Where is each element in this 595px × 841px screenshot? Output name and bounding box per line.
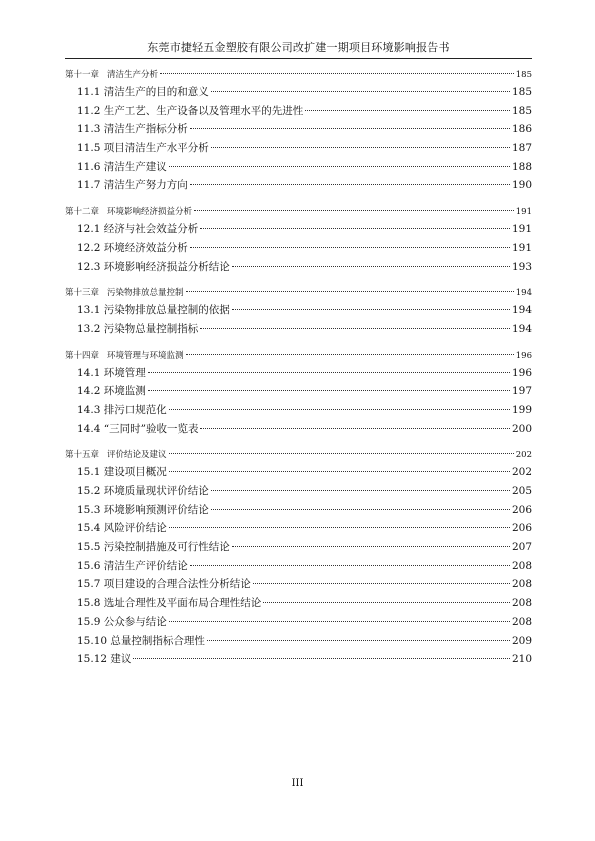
chapter-page: 202 bbox=[515, 450, 532, 461]
section-page: 194 bbox=[511, 322, 532, 335]
chapter-gap bbox=[65, 276, 532, 286]
section-title: 14.2 环境监测 bbox=[77, 385, 146, 398]
dot-leader bbox=[148, 390, 510, 391]
toc-section-entry[interactable] bbox=[65, 120, 532, 139]
section-title: 12.3 环境影响经济损益分析结论 bbox=[77, 260, 230, 273]
dot-leader bbox=[190, 184, 510, 185]
section-page: 193 bbox=[511, 260, 532, 273]
section-page: 202 bbox=[511, 466, 532, 479]
section-title: 14.3 排污口规范化 bbox=[77, 403, 167, 416]
section-page: 197 bbox=[511, 385, 532, 398]
toc-section-entry[interactable] bbox=[65, 420, 532, 439]
chapter-title: 评价结论及建议 bbox=[107, 450, 167, 461]
section-title: 11.5 项目清洁生产水平分析 bbox=[77, 142, 209, 155]
dot-leader bbox=[169, 166, 510, 167]
section-page: 207 bbox=[511, 541, 532, 554]
dot-leader bbox=[200, 228, 510, 229]
dot-leader bbox=[211, 91, 510, 92]
chapter-page: 194 bbox=[515, 288, 532, 299]
section-page: 194 bbox=[511, 304, 532, 317]
toc-chapter-entry[interactable] bbox=[65, 286, 532, 301]
dot-leader bbox=[190, 247, 510, 248]
section-title: 15.4 风险评价结论 bbox=[77, 522, 167, 535]
dot-leader bbox=[207, 640, 510, 641]
dot-leader bbox=[169, 453, 514, 454]
dot-leader bbox=[211, 509, 510, 510]
chapter-number: 第十三章 bbox=[65, 288, 100, 299]
section-page: 206 bbox=[511, 503, 532, 516]
toc-chapter-entry[interactable] bbox=[65, 205, 532, 220]
toc-section-entry[interactable] bbox=[65, 176, 532, 195]
section-title: 15.5 污染控制措施及可行性结论 bbox=[77, 541, 230, 554]
section-title: 11.2 生产工艺、生产设备以及管理水平的先进性 bbox=[77, 104, 304, 117]
running-header: 东莞市捷轻五金塑胶有限公司改扩建一期项目环境影响报告书 bbox=[147, 41, 450, 54]
section-page: 209 bbox=[511, 634, 532, 647]
dot-leader bbox=[200, 428, 510, 429]
header-rule bbox=[65, 58, 532, 59]
chapter-title: 清洁生产分析 bbox=[107, 70, 159, 80]
chapter-page: 191 bbox=[515, 207, 532, 218]
chapter-gap bbox=[65, 195, 532, 205]
dot-leader bbox=[194, 210, 514, 211]
chapter-page: 196 bbox=[515, 350, 532, 361]
toc-section-entry[interactable] bbox=[65, 519, 532, 538]
section-page: 191 bbox=[511, 223, 532, 236]
section-page: 190 bbox=[511, 179, 532, 192]
dot-leader bbox=[169, 409, 510, 410]
toc-section-entry[interactable] bbox=[65, 258, 532, 277]
chapter-number: 第十五章 bbox=[65, 450, 100, 461]
toc-section-entry[interactable] bbox=[65, 220, 532, 239]
section-title: 15.12 建议 bbox=[77, 653, 132, 666]
toc-chapter-entry[interactable] bbox=[65, 349, 532, 364]
toc-section-entry[interactable] bbox=[65, 239, 532, 258]
dot-leader bbox=[169, 621, 510, 622]
section-title: 15.7 项目建设的合理合法性分析结论 bbox=[77, 578, 251, 591]
section-title: 11.1 清洁生产的目的和意义 bbox=[77, 86, 209, 98]
section-page: 208 bbox=[511, 615, 532, 628]
chapter-gap bbox=[65, 339, 532, 349]
toc-section-entry[interactable] bbox=[65, 575, 532, 594]
toc-section-entry[interactable] bbox=[65, 613, 532, 632]
dot-leader bbox=[190, 128, 510, 129]
toc-section-entry[interactable] bbox=[65, 557, 532, 576]
section-title: 13.1 污染物排放总量控制的依据 bbox=[77, 304, 230, 317]
section-page: 210 bbox=[511, 653, 532, 666]
section-title: 15.9 公众参与结论 bbox=[77, 615, 167, 628]
toc-section-entry[interactable] bbox=[65, 301, 532, 320]
section-page: 199 bbox=[511, 403, 532, 416]
dot-leader bbox=[200, 328, 510, 329]
dot-leader bbox=[232, 546, 510, 547]
section-title: 11.3 清洁生产指标分析 bbox=[77, 123, 188, 136]
section-page: 208 bbox=[511, 578, 532, 591]
section-page: 191 bbox=[511, 241, 532, 254]
section-page: 205 bbox=[511, 485, 532, 497]
chapter-title: 环境管理与环境监测 bbox=[107, 350, 184, 361]
toc-section-entry[interactable] bbox=[65, 83, 532, 102]
chapter-number: 第十四章 bbox=[65, 350, 100, 361]
chapter-title: 污染物排放总量控制 bbox=[107, 288, 184, 299]
table-of-contents bbox=[65, 68, 532, 669]
toc-section-entry[interactable] bbox=[65, 382, 532, 401]
section-title: 15.2 环境质量现状评价结论 bbox=[77, 485, 209, 497]
dot-leader bbox=[169, 471, 510, 472]
section-page: 196 bbox=[511, 366, 532, 379]
dot-leader bbox=[211, 490, 510, 491]
toc-section-entry[interactable] bbox=[65, 650, 532, 669]
section-title: 13.2 污染物总量控制指标 bbox=[77, 322, 199, 335]
section-title: 15.10 总量控制指标合理性 bbox=[77, 634, 205, 647]
section-page: 188 bbox=[511, 160, 532, 173]
section-title: 15.3 环境影响预测评价结论 bbox=[77, 503, 209, 516]
section-page: 200 bbox=[511, 422, 532, 435]
dot-leader bbox=[211, 147, 510, 148]
section-page: 187 bbox=[511, 142, 532, 155]
section-title: 11.7 清洁生产努力方向 bbox=[77, 179, 188, 192]
chapter-gap bbox=[65, 438, 532, 448]
toc-chapter-entry[interactable] bbox=[65, 448, 532, 463]
toc-section-entry[interactable] bbox=[65, 501, 532, 520]
section-title: 11.6 清洁生产建议 bbox=[77, 160, 167, 173]
section-page: 186 bbox=[511, 123, 532, 136]
toc-section-entry[interactable] bbox=[65, 139, 532, 158]
dot-leader bbox=[190, 565, 510, 566]
section-title: 15.8 选址合理性及平面布局合理性结论 bbox=[77, 597, 262, 610]
toc-section-entry[interactable] bbox=[65, 482, 532, 501]
toc-section-entry[interactable] bbox=[65, 632, 532, 651]
chapter-title: 环境影响经济损益分析 bbox=[107, 207, 193, 218]
toc-section-entry[interactable] bbox=[65, 463, 532, 482]
section-page: 208 bbox=[511, 597, 532, 610]
dot-leader bbox=[253, 583, 510, 584]
dot-leader bbox=[263, 602, 510, 603]
dot-leader bbox=[232, 266, 510, 267]
dot-leader bbox=[133, 658, 510, 659]
section-title: 15.1 建设项目概况 bbox=[77, 466, 167, 479]
page-number: III bbox=[291, 778, 304, 789]
chapter-page: 185 bbox=[515, 70, 532, 80]
toc-section-entry[interactable] bbox=[65, 364, 532, 383]
dot-leader bbox=[186, 291, 514, 292]
section-page: 206 bbox=[511, 522, 532, 535]
toc-section-entry[interactable] bbox=[65, 538, 532, 557]
chapter-number: 第十二章 bbox=[65, 207, 100, 218]
toc-section-entry[interactable] bbox=[65, 158, 532, 177]
dot-leader bbox=[305, 110, 510, 111]
toc-section-entry[interactable] bbox=[65, 102, 532, 121]
dot-leader bbox=[186, 354, 514, 355]
dot-leader bbox=[160, 73, 514, 74]
section-page: 185 bbox=[511, 86, 532, 98]
toc-section-entry[interactable] bbox=[65, 401, 532, 420]
dot-leader bbox=[169, 527, 510, 528]
section-title: 14.1 环境管理 bbox=[77, 366, 146, 379]
section-page: 208 bbox=[511, 559, 532, 572]
dot-leader bbox=[232, 309, 510, 310]
section-title: 12.1 经济与社会效益分析 bbox=[77, 223, 199, 236]
section-title: 12.2 环境经济效益分析 bbox=[77, 241, 188, 254]
toc-section-entry[interactable] bbox=[65, 320, 532, 339]
toc-chapter-entry[interactable] bbox=[65, 68, 532, 83]
dot-leader bbox=[148, 372, 510, 373]
toc-section-entry[interactable] bbox=[65, 594, 532, 613]
section-page: 185 bbox=[511, 104, 532, 117]
section-title: 14.4 “三同时”验收一览表 bbox=[77, 422, 199, 435]
section-title: 15.6 清洁生产评价结论 bbox=[77, 559, 188, 572]
chapter-number: 第十一章 bbox=[65, 70, 100, 80]
